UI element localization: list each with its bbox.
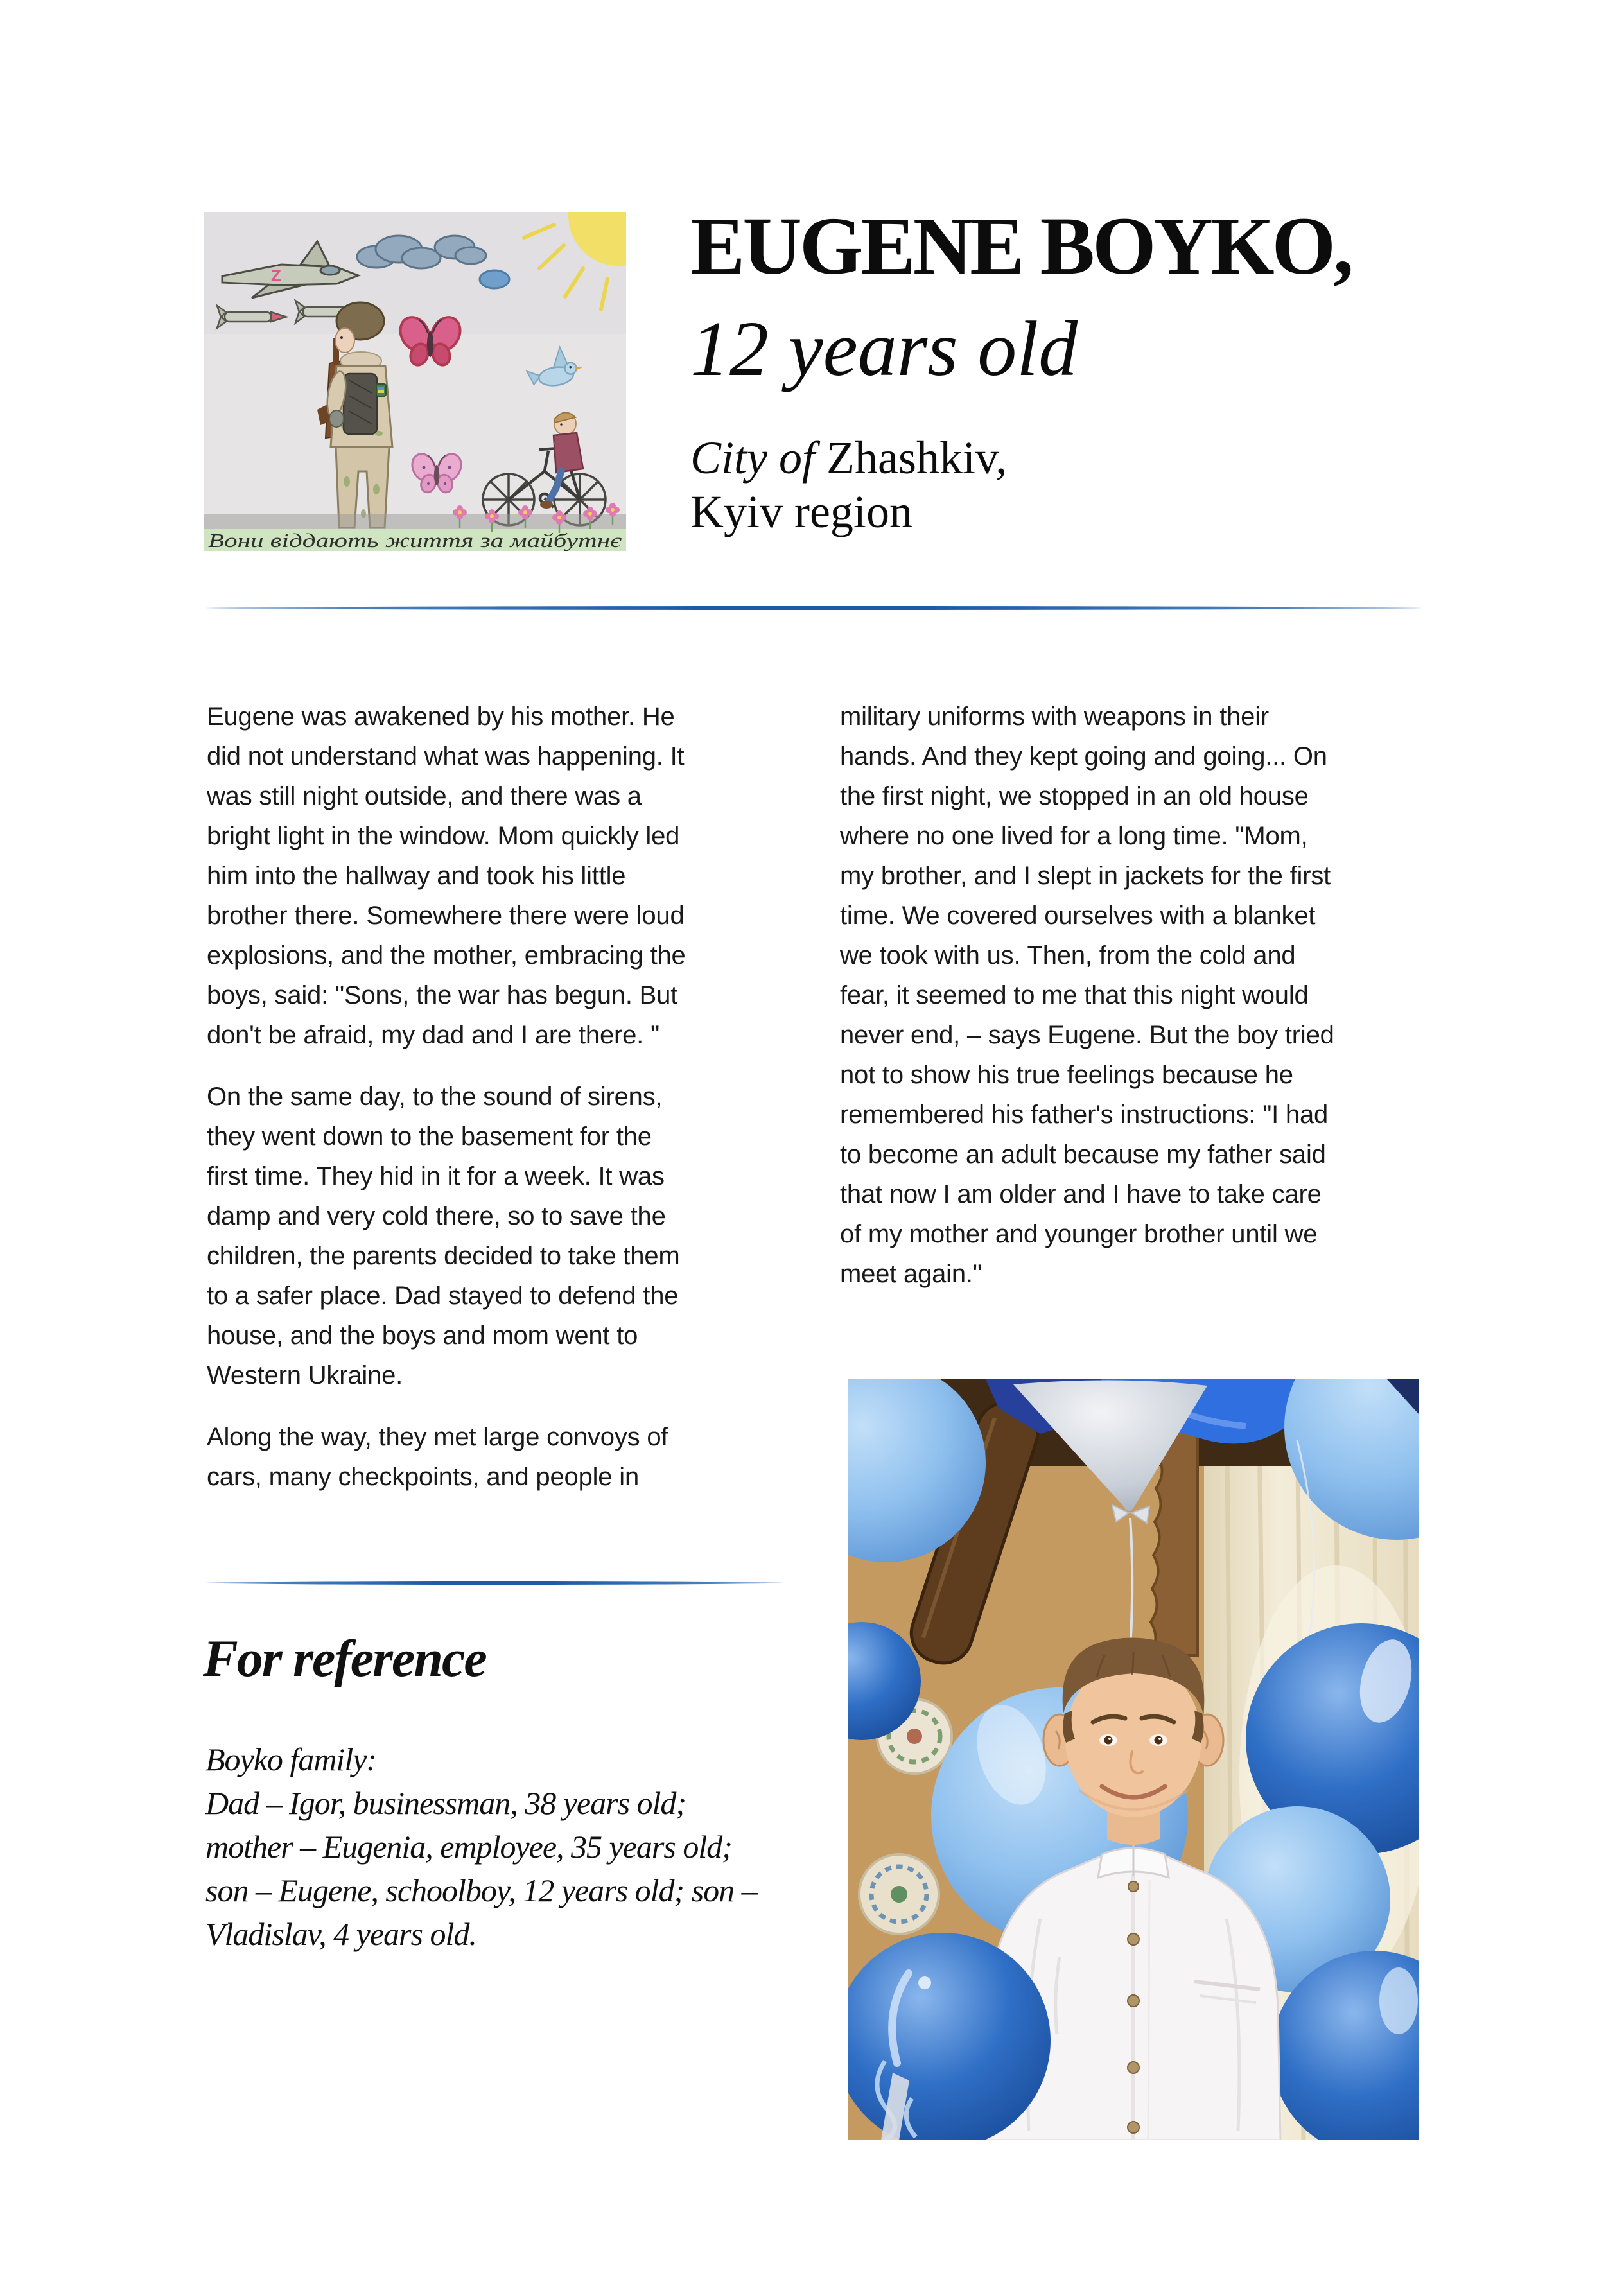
location-city: Zhashkiv, xyxy=(815,432,1008,484)
page-subtitle: 12 years old xyxy=(690,305,1078,392)
decorative-plate xyxy=(859,1854,939,1934)
article-right-column xyxy=(840,697,1431,1316)
page-title: EUGENE BOYKO, xyxy=(690,200,1352,292)
reference-body: Boyko family: Dad – Igor, businessman, 38 years old; mother – Eugenia, employee, 35 years old; son – Eugene, schoolboy, 12 years old; son – Vladislav, 4 years old. xyxy=(205,1741,757,1952)
location-region: Kyiv region xyxy=(690,485,912,537)
section-divider-reference xyxy=(205,1581,783,1585)
paragraph: Along the way, they met large convoys of cars, many checkpoints, and people in xyxy=(207,1423,668,1491)
location-prefix: City of xyxy=(690,432,815,484)
title-block xyxy=(690,200,1435,539)
child-drawing-image xyxy=(204,212,626,551)
location-line1 xyxy=(690,431,1435,485)
location xyxy=(690,431,1435,539)
paragraph: military uniforms with weapons in their hands. And they kept going and going... On the first night, we stopped in an old house where no one lived for a long time. "Mom, my brother, and I slept in jackets for the first time. We covered ourselves with a blanket we took with us. Then, from the cold and fear, it seemed to me that this night would never end, – says Eugene. But the boy tried not to show his true feelings because he remembered his father's instructions: "I had to become an adult because my father said that now I am older and I have to take care of my mother and younger brother until we meet again." xyxy=(840,702,1334,1288)
svg-text:Z: Z xyxy=(271,266,281,285)
small-cloud xyxy=(480,270,509,288)
boy-photo-svg xyxy=(848,1379,1419,2140)
paragraph: Eugene was awakened by his mother. He did not understand what was happening. It was still night outside, and there was a bright light in the window. Mom quickly led him into the hallway and took his little brother there. Somewhere there were loud explosions, and the mother, embracing the boys, said: "Sons, the war has begun. But don't be afraid, my dad and I are there. " xyxy=(207,702,686,1049)
boy-photo-image xyxy=(848,1379,1419,2140)
paragraph: On the same day, to the sound of sirens, they went down to the basement for the first time. They hid in it for a week. It was damp and very cold there, so to save the children, the parents decided to take them to a safer place. Dad stayed to defend the house, and the boys and mom went to Western Ukraine. xyxy=(207,1083,680,1390)
balloon-highlight xyxy=(1379,1967,1418,2034)
eye xyxy=(1099,1734,1117,1746)
article-left-column xyxy=(207,697,759,1519)
child-drawing-svg xyxy=(204,212,626,551)
drawing-caption: Вони віддають життя за майбутнє xyxy=(208,529,622,551)
eye xyxy=(1149,1734,1167,1746)
section-divider-top xyxy=(205,606,1422,610)
reference-heading: For reference xyxy=(203,1629,486,1687)
